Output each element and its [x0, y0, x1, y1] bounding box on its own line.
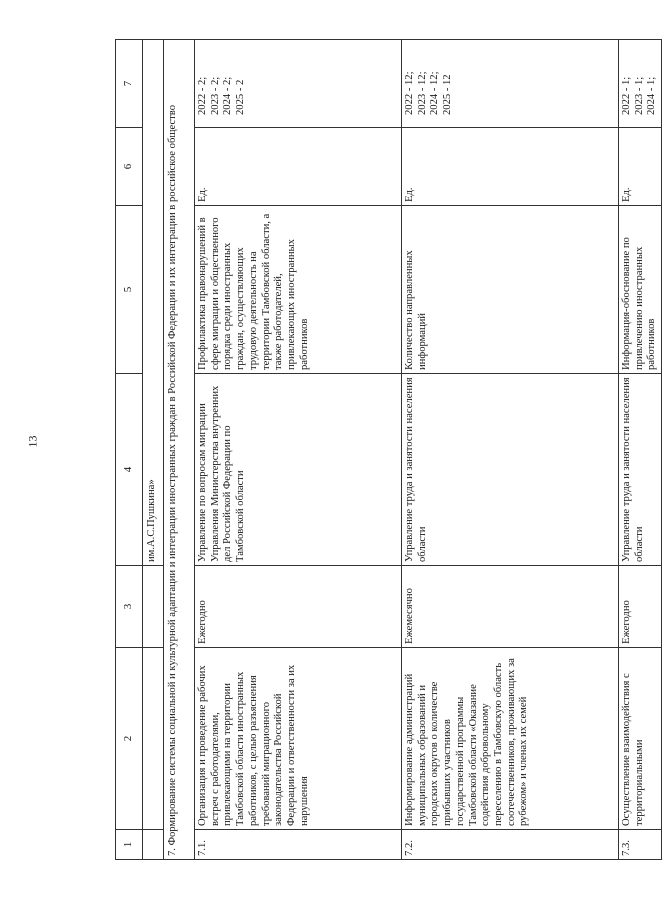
program-table — [115, 39, 662, 860]
page-number: 13 — [25, 435, 40, 448]
value-line: 2022 - 2; — [197, 76, 208, 115]
continuation-text: им.А.С.Пушкина» — [143, 40, 164, 566]
value-line: 2025 - 2 — [235, 79, 247, 115]
value-line: 2025 - 12 — [442, 74, 454, 115]
value-line: 2023 - 2; — [209, 76, 221, 115]
table-row — [619, 40, 662, 860]
column-number: 5 — [116, 206, 143, 374]
row-number: 7.1. — [195, 830, 402, 860]
value-line: 2023 - 1; — [633, 76, 645, 115]
value-line: 2022 - 1; — [621, 76, 632, 115]
executor-cell: Управление труда и занятости населения области — [619, 374, 662, 566]
column-number: 4 — [116, 374, 143, 566]
continuation-row — [143, 40, 164, 860]
values-cell — [195, 40, 402, 128]
column-number: 1 — [116, 830, 143, 860]
unit-cell: Ед. — [619, 128, 662, 206]
section-title: 7. Формирование системы социальной и культурной адаптации и интеграции иностранных граждан в Российской Федерации и их интеграции в российское общество — [164, 40, 195, 860]
indicator-cell: Информация-обоснование по привлечению иностранных работников — [619, 206, 662, 374]
value-line: 2024 - 1; — [646, 76, 658, 115]
indicator-cell: Профилактика правонарушений в сфере миграции и общественного порядка среди иностранных граждан, осуществляющих трудовую деятельность на территории Тамбовской области, а также работодателей, привлекающих иностранных работников — [195, 206, 402, 374]
column-numbers-row — [116, 40, 143, 860]
value-line: 2024 - 12; — [429, 71, 441, 115]
period-cell: Ежемесячно — [402, 566, 619, 648]
section-row — [164, 40, 195, 860]
row-number: 7.2. — [402, 830, 619, 860]
period-cell: Ежегодно — [619, 566, 662, 648]
table-row — [402, 40, 619, 860]
unit-cell: Ед. — [402, 128, 619, 206]
values-cell — [619, 40, 662, 128]
rotated-page-content — [115, 40, 658, 860]
table-row — [195, 40, 402, 860]
event-cell: Информирование администраций муниципальных образований и городских округов о количестве прибывших участников государственной программы Тамбовской области «Оказание содействия добровольному переселению в Тамбовскую область соотечественников, проживающих за рубежом» и членах их семей — [402, 648, 619, 830]
executor-cell: Управление по вопросам миграции Управления Министерства внутренних дел Российской Федерации по Тамбовской области — [195, 374, 402, 566]
row-number: 7.3. — [619, 830, 662, 860]
value-line: 2022 - 12; — [404, 71, 415, 115]
values-cell — [402, 40, 619, 128]
column-number: 2 — [116, 648, 143, 830]
unit-cell: Ед. — [195, 128, 402, 206]
value-line: 2023 - 12; — [416, 71, 428, 115]
value-line: 2024 - 2; — [222, 76, 234, 115]
column-number: 6 — [116, 128, 143, 206]
event-cell: Организация и проведение рабочих встреч с работодателями, привлекающими на территории Тамбовской области иностранных работников, с целью разъяснения требований миграционного законодательства Российской Федерации и ответственности за их нарушения — [195, 648, 402, 830]
column-number: 7 — [116, 40, 143, 128]
event-cell: Осуществление взаимодействия с территориальными — [619, 648, 662, 830]
indicator-cell: Количество направленных информаций — [402, 206, 619, 374]
column-number: 3 — [116, 566, 143, 648]
period-cell: Ежегодно — [195, 566, 402, 648]
executor-cell: Управление труда и занятости населения области — [402, 374, 619, 566]
